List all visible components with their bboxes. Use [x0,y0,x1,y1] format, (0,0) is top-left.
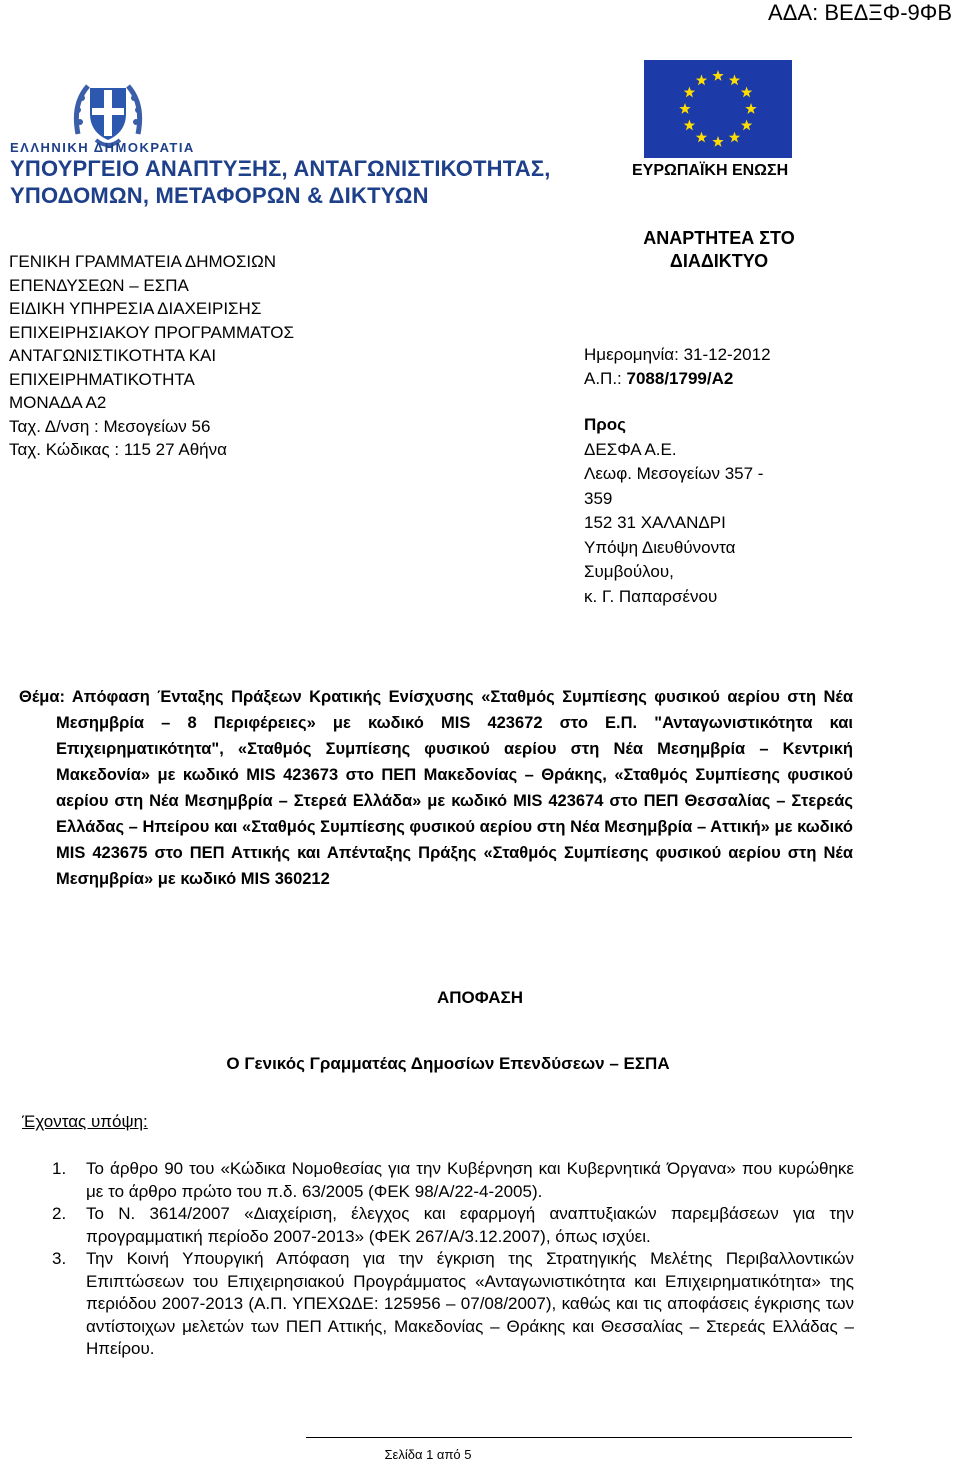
recipient-label: Προς [584,415,627,434]
eu-label: ΕΥΡΩΠΑΪΚΗ ΕΝΩΣΗ [632,162,789,179]
recipient-line: Λεωφ. Μεσογείων 357 - [584,464,764,483]
recipient-line: ΔΕΣΦΑ Α.Ε. [584,439,677,459]
ministry-name-line1: ΥΠΟΥΡΓΕΙΟ ΑΝΑΠΤΥΞΗΣ, ΑΝΤΑΓΩΝΙΣΤΙΚΟΤΗΤΑΣ, [10,156,551,181]
sender-line: Ταχ. Δ/νση : Μεσογείων 56 [9,416,211,436]
country-name: ΕΛΛΗΝΙΚΗ ΔΗΜΟΚΡΑΤΙΑ [10,140,195,155]
decision-title: ΑΠΟΦΑΣΗ [436,988,524,1007]
publish-line1: ΑΝΑΡΤΗΤΕΑ ΣΤΟ [643,228,795,248]
sender-line: ΕΠΙΧΕΙΡΗΜΑΤΙΚΟΤΗΤΑ [9,369,195,389]
subject-paragraph [19,684,854,892]
protocol-value: 7088/1799/Α2 [626,368,734,388]
meta-block [584,343,771,390]
ministry-header [10,140,600,209]
sender-line: ΕΠΕΝΔΥΣΕΩΝ – ΕΣΠΑ [9,275,189,295]
list-item-number: 3. [52,1249,67,1268]
subject-label: Θέμα: [19,688,66,706]
publish-notice [634,227,804,273]
sender-line: ΕΙΔΙΚΗ ΥΠΗΡΕΣΙΑ ΔΙΑΧΕΙΡΙΣΗΣ [9,299,262,318]
recipient-line: Συμβούλου, [584,562,674,581]
list-item [52,1203,854,1248]
subject-text: Απόφαση Ένταξης Πράξεων Κρατικής Ενίσχυσης «Σταθμός Συμπίεσης φυσικού αερίου στη Νέα Μεσημβρία – 8 Περιφέρειες» με κωδικό MIS 423672 στο Ε.Π. "Ανταγωνιστικότητα και Επιχειρηματικότητα", «Σταθμός Συμπίεσης φυσικού αερίου στη Νέα Μεσημβρία – Κεντρική Μακεδονία» με κωδικό MIS 423673 στο ΠΕΠ Μακεδονίας – Θράκης, «Σταθμός Συμπίεσης φυσικού αερίου στη Νέα Μεσημβρία – Στερεά Ελλάδα» με κωδικό MIS 423674 στο ΠΕΠ Θεσσαλίας – Στερεάς Ελλάδας – Ηπείρου και «Σταθμός Συμπίεσης φυσικού αερίου στη Νέα Μεσημβρία – Αττική» με κωδικό MIS 423675 στο ΠΕΠ Αττικής και Απένταξης Πράξης «Σταθμός Συμπίεσης φυσικού αερίου στη Νέα Μεσημβρία» με κωδικό MIS 360212 [56,688,854,888]
considering-label: Έχοντας υπόψη: [22,1112,148,1131]
ministry-name-line2: ΥΠΟΔΟΜΩΝ, ΜΕΤΑΦΟΡΩΝ & ΔΙΚΤΥΩΝ [10,183,429,208]
document-date: Ημερομηνία: 31-12-2012 [584,345,771,364]
sender-line: ΕΠΙΧΕΙΡΗΣΙΑΚΟΥ ΠΡΟΓΡΑΜΜΑΤΟΣ [9,322,294,342]
recipient-block [584,413,763,609]
list-item-text: Το άρθρο 90 του «Κώδικα Νομοθεσίας για την Κυβέρνηση και Κυβερνητικά Όργανα» που κυρώθηκε με το άρθρο πρώτο του π.δ. 63/2005 (ΦΕΚ 98/Α/22-4-2005). [86,1159,854,1201]
recipient-line: κ. Γ. Παπαρσένου [584,586,718,606]
publish-line2: ΔΙΑΔΙΚΤΥΟ [669,251,769,271]
list-item-text: Το Ν. 3614/2007 «Διαχείριση, έλεγχος και εφαρμογή αναπτυξιακών παρεμβάσεων για την προγραμματική περίοδο 2007-2013» (ΦΕΚ 267/Α/3.12.2007), όπως ισχύει. [86,1204,854,1246]
sender-line: ΑΝΤΑΓΩΝΙΣΤΙΚΟΤΗΤΑ ΚΑΙ [9,346,217,365]
list-item-number: 1. [52,1159,67,1178]
recipient-line: Υπόψη Διευθύνοντα [584,537,736,557]
protocol-label: Α.Π.: [584,368,627,388]
sender-line: ΜΟΝΑΔΑ Α2 [9,393,107,412]
footer-divider [306,1437,852,1438]
sender-line: ΓΕΝΙΚΗ ΓΡΑΜΜΑΤΕΙΑ ΔΗΜΟΣΙΩΝ [9,252,277,271]
page-number: Σελίδα 1 από 5 [384,1447,472,1462]
list-item [52,1158,854,1203]
list-item-text: Την Κοινή Υπουργική Απόφαση για την έγκριση της Στρατηγικής Μελέτης Περιβαλλοντικών Επιπτώσεων του Επιχειρησιακού Προγράμματος «Ανταγωνιστικότητα και Επιχειρηματικότητα» της περιόδου 2007-2013 (Α.Π. ΥΠΕΧΩΔΕ: 125956 – 07/08/2007), καθώς και τις αποφάσεις έγκρισης των αντίστοιχων μελετών των ΠΕΠ Αττικής, Μακεδονίας – Θράκης και Θεσσαλίας – Στερεάς Ελλάδας – Ηπείρου. [86,1249,854,1358]
recipient-line: 152 31 ΧΑΛΑΝΔΡΙ [584,513,726,532]
list-item [52,1248,854,1361]
eu-flag-icon [644,60,792,158]
ada-code: ΑΔΑ: ΒΕΔΞΦ-9ΦΒ [768,0,952,25]
sender-block [9,250,294,462]
sender-line: Ταχ. Κώδικας : 115 27 Αθήνα [9,440,227,459]
secretary-title: Ο Γενικός Γραμματέας Δημοσίων Επενδύσεων – ΕΣΠΑ [226,1054,670,1073]
protocol-number [584,367,771,391]
recipient-line: 359 [584,488,613,508]
considerations-list [52,1158,854,1361]
list-item-number: 2. [52,1204,67,1223]
